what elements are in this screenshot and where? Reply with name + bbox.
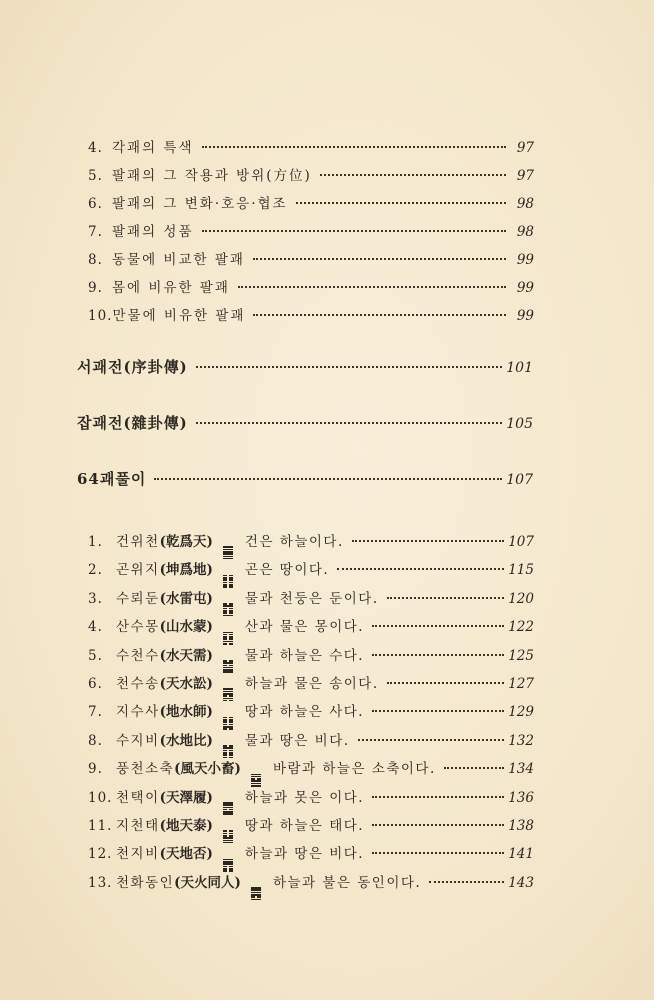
hexagram-hanja: (水雷屯)	[159, 590, 213, 607]
entry-page-number: 98	[516, 224, 534, 240]
hexagram-page-number: 136	[508, 789, 534, 806]
toc-section[interactable]	[77, 468, 533, 492]
entry-title: 각괘의 특색	[112, 140, 194, 156]
dot-leader	[202, 230, 507, 232]
entry-number: 5.	[88, 168, 103, 184]
hexagram-hanja: (天澤履)	[159, 789, 213, 806]
hexagram-entry[interactable]	[88, 587, 534, 609]
hexagram-title	[116, 757, 241, 777]
entry-title: 팔괘의 성품	[112, 224, 194, 240]
dot-leader	[352, 540, 504, 542]
hexagram-entry[interactable]	[88, 757, 534, 779]
hexagram-hanja: (地水師)	[159, 704, 213, 721]
hexagram-page-number: 138	[508, 818, 534, 834]
entry-page-number: 99	[516, 308, 534, 324]
hexagram-entry[interactable]	[88, 814, 534, 836]
hexagram-description: 물과 하늘은 수다.	[244, 647, 365, 664]
hexagram-entry[interactable]	[88, 729, 534, 751]
dot-leader	[202, 146, 507, 148]
dot-leader	[337, 568, 504, 570]
entry-number: 7.	[88, 224, 103, 240]
hexagram-number: 11.	[88, 818, 113, 834]
hexagram-number: 3.	[88, 590, 103, 607]
hexagram-name: 지천태	[116, 818, 160, 834]
solid-line-icon	[251, 899, 261, 901]
hexagram-title	[116, 615, 213, 635]
dot-leader	[320, 174, 506, 176]
dot-leader	[372, 710, 504, 712]
hexagram-page-number: 132	[508, 732, 534, 749]
dot-leader	[372, 796, 504, 798]
section-page-number: 107	[506, 472, 533, 488]
hexagram-number: 5.	[88, 647, 103, 664]
toc-entry[interactable]	[88, 276, 534, 298]
hexagram-page-number: 127	[508, 676, 534, 692]
hexagram-title	[116, 558, 213, 578]
hexagram-description: 땅과 하늘은 사다.	[244, 704, 365, 721]
hexagram-entry[interactable]	[88, 644, 534, 666]
dot-leader	[196, 366, 503, 368]
hexagram-number: 7.	[88, 704, 103, 721]
section-title: 64괘풀이	[77, 470, 147, 488]
hexagram-title	[116, 700, 213, 720]
entry-title: 팔괘의 그 작용과 방위(方位)	[112, 168, 312, 184]
toc-section[interactable]	[77, 412, 533, 436]
hexagram-entry[interactable]	[88, 842, 534, 864]
hexagram-description: 곤은 땅이다.	[244, 562, 330, 579]
hexagram-description: 하늘과 불은 동인이다.	[272, 874, 422, 891]
hexagram-entry[interactable]	[88, 530, 534, 552]
hexagram-entry[interactable]	[88, 786, 534, 808]
hexagram-page-number: 129	[508, 704, 534, 721]
hexagram-hanja: (天水訟)	[159, 676, 213, 692]
dot-leader	[253, 314, 506, 316]
hexagram-title	[116, 871, 241, 891]
hexagram-name: 지수사	[116, 704, 160, 721]
toc-entry[interactable]	[88, 136, 534, 158]
hexagram-description: 물과 천둥은 둔이다.	[244, 590, 379, 607]
hexagram-description: 땅과 하늘은 태다.	[244, 818, 365, 834]
hexagram-name: 곤위지	[116, 562, 160, 579]
hexagram-name: 천화동인	[116, 874, 175, 891]
toc-entry[interactable]	[88, 220, 534, 242]
entry-page-number: 97	[516, 168, 534, 184]
hexagram-description: 물과 땅은 비다.	[244, 732, 350, 749]
hexagram-name: 수지비	[116, 732, 160, 749]
hexagram-description: 하늘과 못은 이다.	[244, 789, 365, 806]
toc-section[interactable]	[77, 356, 533, 380]
hexagram-page-number: 143	[508, 874, 534, 891]
hexagram-number: 4.	[88, 619, 103, 636]
entry-page-number: 99	[516, 252, 534, 268]
hexagram-title	[116, 814, 213, 834]
entry-number: 10.	[88, 308, 113, 324]
hexagram-description: 산과 물은 몽이다.	[244, 619, 365, 636]
dot-leader	[238, 286, 506, 288]
hexagram-hanja: (乾爲天)	[159, 534, 213, 550]
entry-title: 만물에 비유한 팔괘	[112, 308, 246, 324]
hexagram-entry[interactable]	[88, 615, 534, 637]
hexagram-entry[interactable]	[88, 558, 534, 580]
hexagram-name: 수뢰둔	[116, 590, 160, 607]
entry-title: 몸에 비유한 팔괘	[112, 280, 230, 296]
hexagram-name: 건위천	[116, 534, 160, 550]
toc-entry[interactable]	[88, 192, 534, 214]
entry-page-number: 98	[516, 196, 534, 212]
section-page-number: 101	[506, 360, 533, 376]
hexagram-hanja: (地天泰)	[159, 818, 213, 834]
hexagram-number: 2.	[88, 562, 103, 579]
hexagram-number: 10.	[88, 789, 113, 806]
hexagram-name: 풍천소축	[116, 761, 175, 778]
hexagram-hanja: (坤爲地)	[159, 562, 213, 579]
dot-leader	[372, 852, 504, 854]
toc-entry[interactable]	[88, 164, 534, 186]
dot-leader	[253, 258, 506, 260]
hexagram-entry[interactable]	[88, 672, 534, 694]
dot-leader	[444, 767, 504, 769]
hexagram-description: 하늘과 땅은 비다.	[244, 846, 365, 863]
hexagram-description: 바람과 하늘은 소축이다.	[272, 761, 436, 778]
hexagram-name: 천지비	[116, 846, 160, 863]
hexagram-page-number: 134	[508, 761, 534, 778]
hexagram-hanja: (水地比)	[159, 732, 213, 749]
hexagram-page-number: 141	[508, 846, 534, 863]
hexagram-description: 하늘과 물은 송이다.	[244, 676, 379, 692]
section-page-number: 105	[506, 416, 533, 432]
toc-entry[interactable]	[88, 304, 534, 326]
hexagram-page-number: 125	[508, 647, 534, 664]
entry-title: 동물에 비교한 팔괘	[112, 252, 245, 268]
hexagram-hanja: (水天需)	[159, 647, 213, 664]
entry-page-number: 97	[516, 140, 534, 156]
toc-entry[interactable]	[88, 248, 534, 270]
dot-leader	[296, 202, 506, 204]
hexagram-title	[116, 729, 213, 749]
dot-leader	[387, 682, 505, 684]
entry-number: 6.	[88, 196, 103, 212]
hexagram-number: 8.	[88, 732, 103, 749]
hexagram-page-number: 120	[508, 590, 534, 607]
hexagram-number: 13.	[88, 874, 113, 891]
entry-number: 9.	[88, 280, 103, 296]
hexagram-title	[116, 842, 213, 862]
entry-page-number: 99	[516, 280, 534, 296]
dot-leader	[387, 597, 505, 599]
hexagram-hanja: (天地否)	[159, 846, 213, 863]
hexagram-number: 9.	[88, 761, 103, 778]
hexagram-name: 산수몽	[116, 619, 160, 636]
hexagram-page-number: 115	[508, 562, 534, 579]
hexagram-page-number: 122	[508, 619, 534, 636]
hexagram-title	[116, 587, 213, 607]
hexagram-title	[116, 672, 213, 692]
hexagram-entry[interactable]	[88, 871, 534, 893]
hexagram-description: 건은 하늘이다.	[244, 534, 344, 550]
hexagram-title	[116, 530, 213, 550]
hexagram-entry[interactable]	[88, 700, 534, 722]
hexagram-name: 수천수	[116, 647, 160, 664]
hexagram-number: 6.	[88, 676, 103, 692]
dot-leader	[372, 824, 504, 826]
hexagram-name: 천택이	[116, 789, 160, 806]
hexagram-hanja: (天火同人)	[174, 874, 241, 891]
hexagram-hanja: (山水蒙)	[159, 619, 213, 636]
dot-leader	[154, 478, 502, 480]
entry-number: 4.	[88, 140, 103, 156]
dot-leader	[358, 739, 505, 741]
hexagram-page-number: 107	[508, 534, 534, 550]
hexagram-title	[116, 644, 213, 664]
entry-number: 8.	[88, 252, 103, 268]
dot-leader	[429, 881, 504, 883]
section-title: 서괘전(序卦傳)	[77, 358, 188, 376]
entry-title: 팔괘의 그 변화·호응·협조	[112, 196, 288, 212]
hexagram-number: 1.	[88, 534, 103, 550]
hexagram-title	[116, 786, 213, 806]
hexagram-hanja: (風天小畜)	[174, 761, 241, 778]
hexagram-number: 12.	[88, 846, 113, 863]
dot-leader	[372, 654, 504, 656]
dot-leader	[196, 422, 503, 424]
dot-leader	[372, 625, 504, 627]
hexagram-symbol-icon	[251, 887, 261, 900]
section-title: 잡괘전(雜卦傳)	[77, 414, 188, 432]
hexagram-name: 천수송	[116, 676, 160, 692]
